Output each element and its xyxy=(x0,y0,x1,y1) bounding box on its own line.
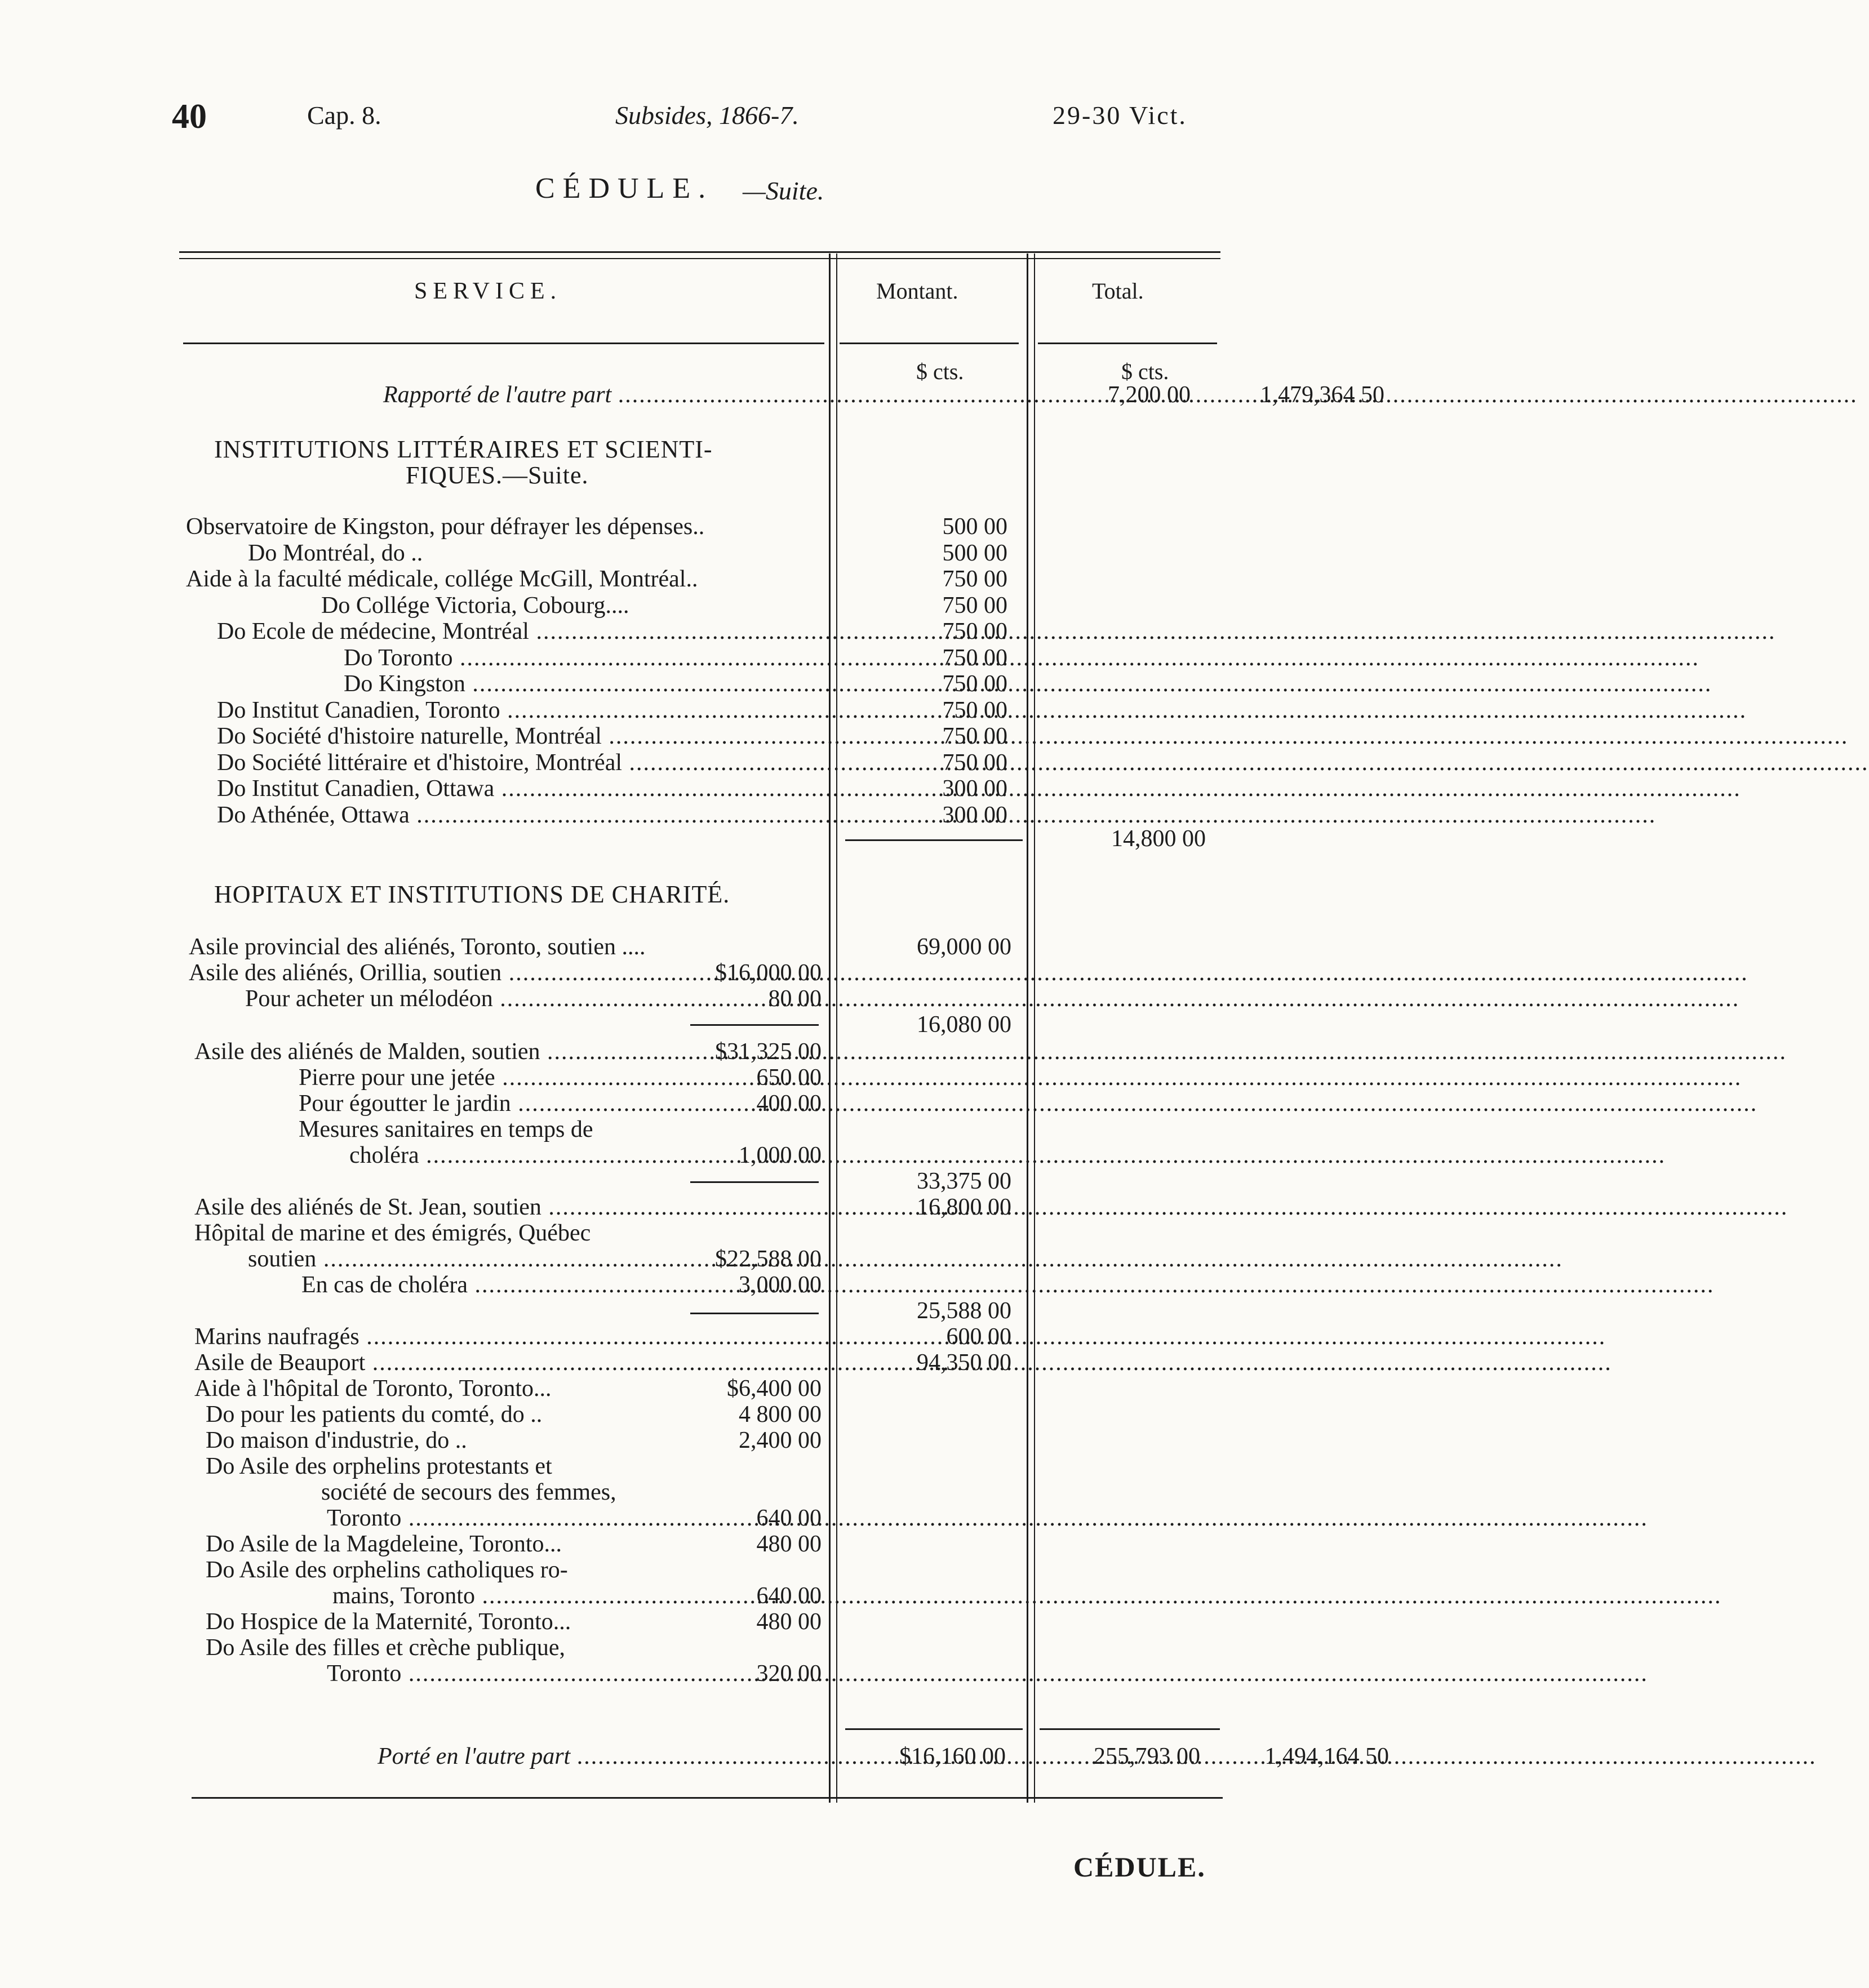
header-rule xyxy=(840,343,1019,344)
table-row xyxy=(0,1168,1267,1194)
row-montant: 94,350 00 xyxy=(917,1350,1011,1376)
table-row xyxy=(0,934,1267,960)
carried-out-row xyxy=(183,1744,1389,1769)
catchword: CÉDULE. xyxy=(1073,1851,1206,1883)
row-label: choléra ..... xyxy=(349,1142,679,1168)
section1-total: 14,800 00 xyxy=(1111,826,1206,852)
row-subamount: 4 800 00 xyxy=(739,1402,822,1427)
row-label: Marins naufragés ..... xyxy=(194,1324,825,1350)
row-label: Do Asile des orphelins protestants et xyxy=(206,1453,552,1479)
page-number: 40 xyxy=(172,97,207,136)
row-label: Pour acheter un mélodéon ..... xyxy=(245,986,679,1012)
row-montant: 750 00 xyxy=(942,566,1007,592)
row-subamount: 640 00 xyxy=(756,1505,822,1531)
table-row xyxy=(0,1557,1267,1583)
table-top-rule-2 xyxy=(179,258,1220,259)
row-montant: 750 00 xyxy=(942,619,1007,644)
carried-in-label: Rapporté de l'autre part ..... xyxy=(383,382,825,408)
montant-header: Montant. xyxy=(876,278,958,304)
table-row xyxy=(0,1427,1267,1453)
table-row xyxy=(0,723,1267,749)
row-montant: 16,800 00 xyxy=(917,1194,1011,1220)
row-montant: 16,080 00 xyxy=(917,1012,1011,1038)
table-row xyxy=(0,1583,1267,1609)
carried-in-total: 1,479,364 50 xyxy=(1260,382,1384,408)
section1-title-2: FIQUES.—Suite. xyxy=(406,461,589,489)
row-subamount: 480 00 xyxy=(756,1609,822,1635)
row-montant: 750 00 xyxy=(942,671,1007,697)
table-row xyxy=(0,1194,1267,1220)
table-row xyxy=(0,1065,1267,1091)
table-row xyxy=(0,1246,1267,1272)
table-row xyxy=(0,1350,1267,1376)
row-label: Do Toronto ..... xyxy=(344,645,825,671)
row-label: société de secours des femmes, xyxy=(321,1479,616,1505)
table-row xyxy=(0,1453,1267,1479)
table-row xyxy=(0,986,1267,1012)
table-row xyxy=(0,1661,1267,1687)
row-subamount: 2,400 00 xyxy=(739,1427,822,1453)
table-row xyxy=(0,645,1267,671)
row-label: Do Asile de la Magdeleine, Toronto... xyxy=(206,1531,562,1557)
row-label: Do pour les patients du comté, do .. xyxy=(206,1402,543,1427)
subtotal-rule xyxy=(690,1313,819,1314)
table-row xyxy=(0,1324,1267,1350)
section1-title: INSTITUTIONS LITTÉRAIRES ET SCIENTI- xyxy=(214,435,713,463)
row-label: Asile provincial des aliénés, Toronto, soutien .... xyxy=(189,934,646,960)
section2-title: HOPITAUX ET INSTITUTIONS DE CHARITÉ. xyxy=(214,880,730,908)
row-subamount: 640 00 xyxy=(756,1583,822,1609)
row-montant: 500 00 xyxy=(942,540,1007,566)
table-row xyxy=(0,776,1267,802)
row-label: Mesures sanitaires en temps de xyxy=(299,1117,593,1142)
schedule-title: CÉDULE. xyxy=(535,172,714,204)
row-label: Do Hospice de la Maternité, Toronto... xyxy=(206,1609,571,1635)
row-montant: 600 00 xyxy=(946,1324,1011,1350)
row-label: Hôpital de marine et des émigrés, Québec xyxy=(194,1220,591,1246)
row-subamount: $31,325 00 xyxy=(715,1039,822,1065)
currency-label: $ cts. xyxy=(916,359,964,384)
row-label: Do Athénée, Ottawa ..... xyxy=(217,802,825,828)
total-header: Total. xyxy=(1092,278,1144,304)
row-label: Do Collége Victoria, Cobourg.... xyxy=(321,592,629,619)
table-row xyxy=(0,802,1267,828)
row-montant: 750 00 xyxy=(942,697,1007,723)
row-montant: 33,375 00 xyxy=(917,1168,1011,1194)
row-subamount: 650 00 xyxy=(756,1065,822,1091)
table-row xyxy=(0,619,1267,644)
row-label: Pierre pour une jetée ..... xyxy=(299,1065,679,1091)
table-bottom-rule xyxy=(192,1797,1223,1799)
row-label: Observatoire de Kingston, pour défrayer les dépenses.. xyxy=(186,514,705,540)
table-row xyxy=(0,1376,1267,1402)
row-label: Do Institut Canadien, Toronto ..... xyxy=(217,697,825,723)
row-label: Toronto ..... xyxy=(327,1505,679,1531)
row-label: Do Ecole de médecine, Montréal ..... xyxy=(217,619,825,644)
table-row xyxy=(0,1091,1267,1117)
carried-in-montant: 7,200 00 xyxy=(1108,382,1191,408)
table-row xyxy=(0,1039,1267,1065)
row-montant: 750 00 xyxy=(942,644,1007,671)
row-subamount: 320 00 xyxy=(756,1661,822,1687)
carried-out-total: 1,494,164 50 xyxy=(1264,1744,1389,1769)
row-label: Do Institut Canadien, Ottawa ..... xyxy=(217,776,825,802)
table-row xyxy=(0,593,1267,619)
row-montant: 500 00 xyxy=(942,514,1007,540)
table-row xyxy=(0,1298,1267,1324)
carried-out-rule xyxy=(1040,1728,1220,1730)
table-row xyxy=(0,960,1267,986)
table-row xyxy=(0,750,1267,776)
running-title: Subsides, 1866-7. xyxy=(615,101,799,130)
table-row xyxy=(0,1505,1267,1531)
table-row xyxy=(0,1117,1267,1142)
row-subamount: 80 00 xyxy=(768,986,822,1012)
regnal-year: 29-30 Vict. xyxy=(1053,101,1187,130)
header-rule xyxy=(1038,343,1217,344)
carried-in-row xyxy=(183,382,1384,408)
row-label: Aide à l'hôpital de Toronto, Toronto... xyxy=(194,1376,552,1402)
table-row xyxy=(0,697,1267,723)
subtotal-rule xyxy=(690,1024,819,1026)
header-rule xyxy=(183,343,824,344)
section1-total-rule xyxy=(845,839,1023,841)
row-label: Toronto ..... xyxy=(327,1661,679,1687)
table-row xyxy=(0,1272,1267,1298)
carried-out-label: Porté en l'autre part ..... xyxy=(378,1744,873,1769)
table-row xyxy=(0,1635,1267,1661)
row-label: Do Asile des filles et crèche publique, xyxy=(206,1635,565,1661)
row-subamount: 400 00 xyxy=(756,1091,822,1117)
carried-out-sub: $16,160 00 xyxy=(899,1744,1006,1769)
row-label: Do Asile des orphelins catholiques ro- xyxy=(206,1557,568,1583)
service-header: SERVICE. xyxy=(414,278,562,304)
row-label: soutien ..... xyxy=(248,1246,679,1272)
row-label: Do Société d'histoire naturelle, Montréal ..... xyxy=(217,723,825,749)
row-label: Asile de Beauport ..... xyxy=(194,1350,825,1376)
row-montant: 300 00 xyxy=(942,802,1007,828)
row-label: En cas de choléra ..... xyxy=(301,1272,679,1298)
table-row xyxy=(0,1220,1267,1246)
table-row xyxy=(0,1402,1267,1427)
schedule-suite: —Suite. xyxy=(743,176,824,205)
row-label: Asile des aliénés, Orillia, soutien ..... xyxy=(189,960,679,986)
row-montant: 750 00 xyxy=(942,592,1007,619)
row-label: Do Kingston ..... xyxy=(344,671,825,697)
row-subamount: 3,000 00 xyxy=(739,1272,822,1298)
table-row xyxy=(0,1531,1267,1557)
row-montant: 750 00 xyxy=(942,749,1007,776)
row-montant: 300 00 xyxy=(942,776,1007,802)
row-subamount: $16,000 00 xyxy=(715,960,822,986)
table-row xyxy=(0,1609,1267,1635)
row-label: Aide à la faculté médicale, collége McGill, Montréal.. xyxy=(186,566,698,592)
table-row xyxy=(0,540,1267,566)
subtotal-rule xyxy=(690,1181,819,1183)
row-label: Do Société littéraire et d'histoire, Montréal ..... xyxy=(217,750,825,776)
row-subamount: 480 00 xyxy=(756,1531,822,1557)
table-top-rule xyxy=(179,251,1220,253)
row-label: Asile des aliénés de St. Jean, soutien ..... xyxy=(194,1194,825,1220)
carried-out-rule xyxy=(845,1728,1023,1730)
chapter-label: Cap. 8. xyxy=(307,101,381,130)
row-montant: 25,588 00 xyxy=(917,1298,1011,1324)
row-label: Do maison d'industrie, do .. xyxy=(206,1427,467,1453)
row-label: Do Montréal, do .. xyxy=(248,540,423,566)
row-subamount: 1,000 00 xyxy=(739,1142,822,1168)
carried-out-montant: 255,793 00 xyxy=(1094,1744,1200,1769)
table-row xyxy=(0,671,1267,697)
row-subamount: $22,588 00 xyxy=(715,1246,822,1272)
row-label: Pour égoutter le jardin ..... xyxy=(299,1091,679,1117)
row-montant: 69,000 00 xyxy=(917,934,1011,960)
currency-label: $ cts. xyxy=(1121,359,1169,384)
table-row xyxy=(0,514,1267,540)
table-row xyxy=(0,1142,1267,1168)
table-row xyxy=(0,566,1267,592)
row-label: mains, Toronto ..... xyxy=(332,1583,679,1609)
table-row xyxy=(0,1479,1267,1505)
row-subamount: $6,400 00 xyxy=(727,1376,822,1402)
row-montant: 750 00 xyxy=(942,723,1007,749)
table-row xyxy=(0,1012,1267,1038)
row-label: Asile des aliénés de Malden, soutien ..... xyxy=(194,1039,679,1065)
